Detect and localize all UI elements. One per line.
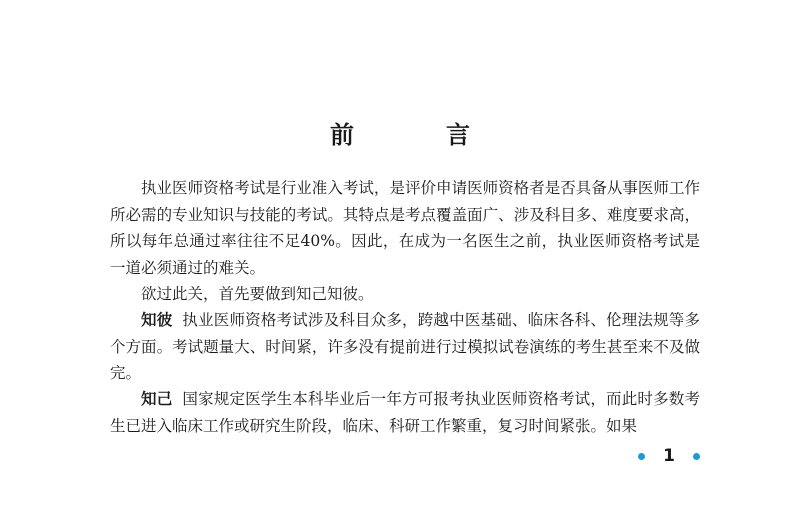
page-number: [638, 445, 700, 467]
paragraph-know-exam: [110, 307, 700, 387]
paragraph-know-both: 欲过此关，首先要做到知己知彼。: [141, 285, 374, 303]
page-title: 前 言: [330, 120, 504, 149]
left-dot-icon: [638, 453, 645, 460]
paragraph-intro: 执业医师资格考试是行业准入考试，是评价申请医师资格者是否具备从事医师工作所必需的专业知识与技能的考试。其特点是考点覆盖面广、涉及科目多、难度要求高，所以每年总通过率往往不足40%。因此，在成为一名医生之前，执业医师资格考试是一道必须通过的难关。: [110, 179, 700, 277]
page-number-text: 1: [663, 446, 675, 466]
paragraph-lead-zhibi: 知彼: [141, 311, 173, 329]
right-dot-icon: [693, 453, 700, 460]
paragraph-body-zhiji: 国家规定医学生本科毕业后一年方可报考执业医师资格考试，而此时多数考生已进入临床工作或研究生阶段，临床、科研工作繁重，复习时间紧张。如果: [110, 390, 700, 435]
paragraph-know-self: [110, 386, 700, 439]
paragraph-lead-zhiji: 知己: [141, 390, 173, 408]
paragraph-body-zhibi: 执业医师资格考试涉及科目众多，跨越中医基础、临床各科、伦理法规等多个方面。考试题量大、时间紧，许多没有提前进行过模拟试卷演练的考生甚至来不及做完。: [110, 311, 700, 383]
